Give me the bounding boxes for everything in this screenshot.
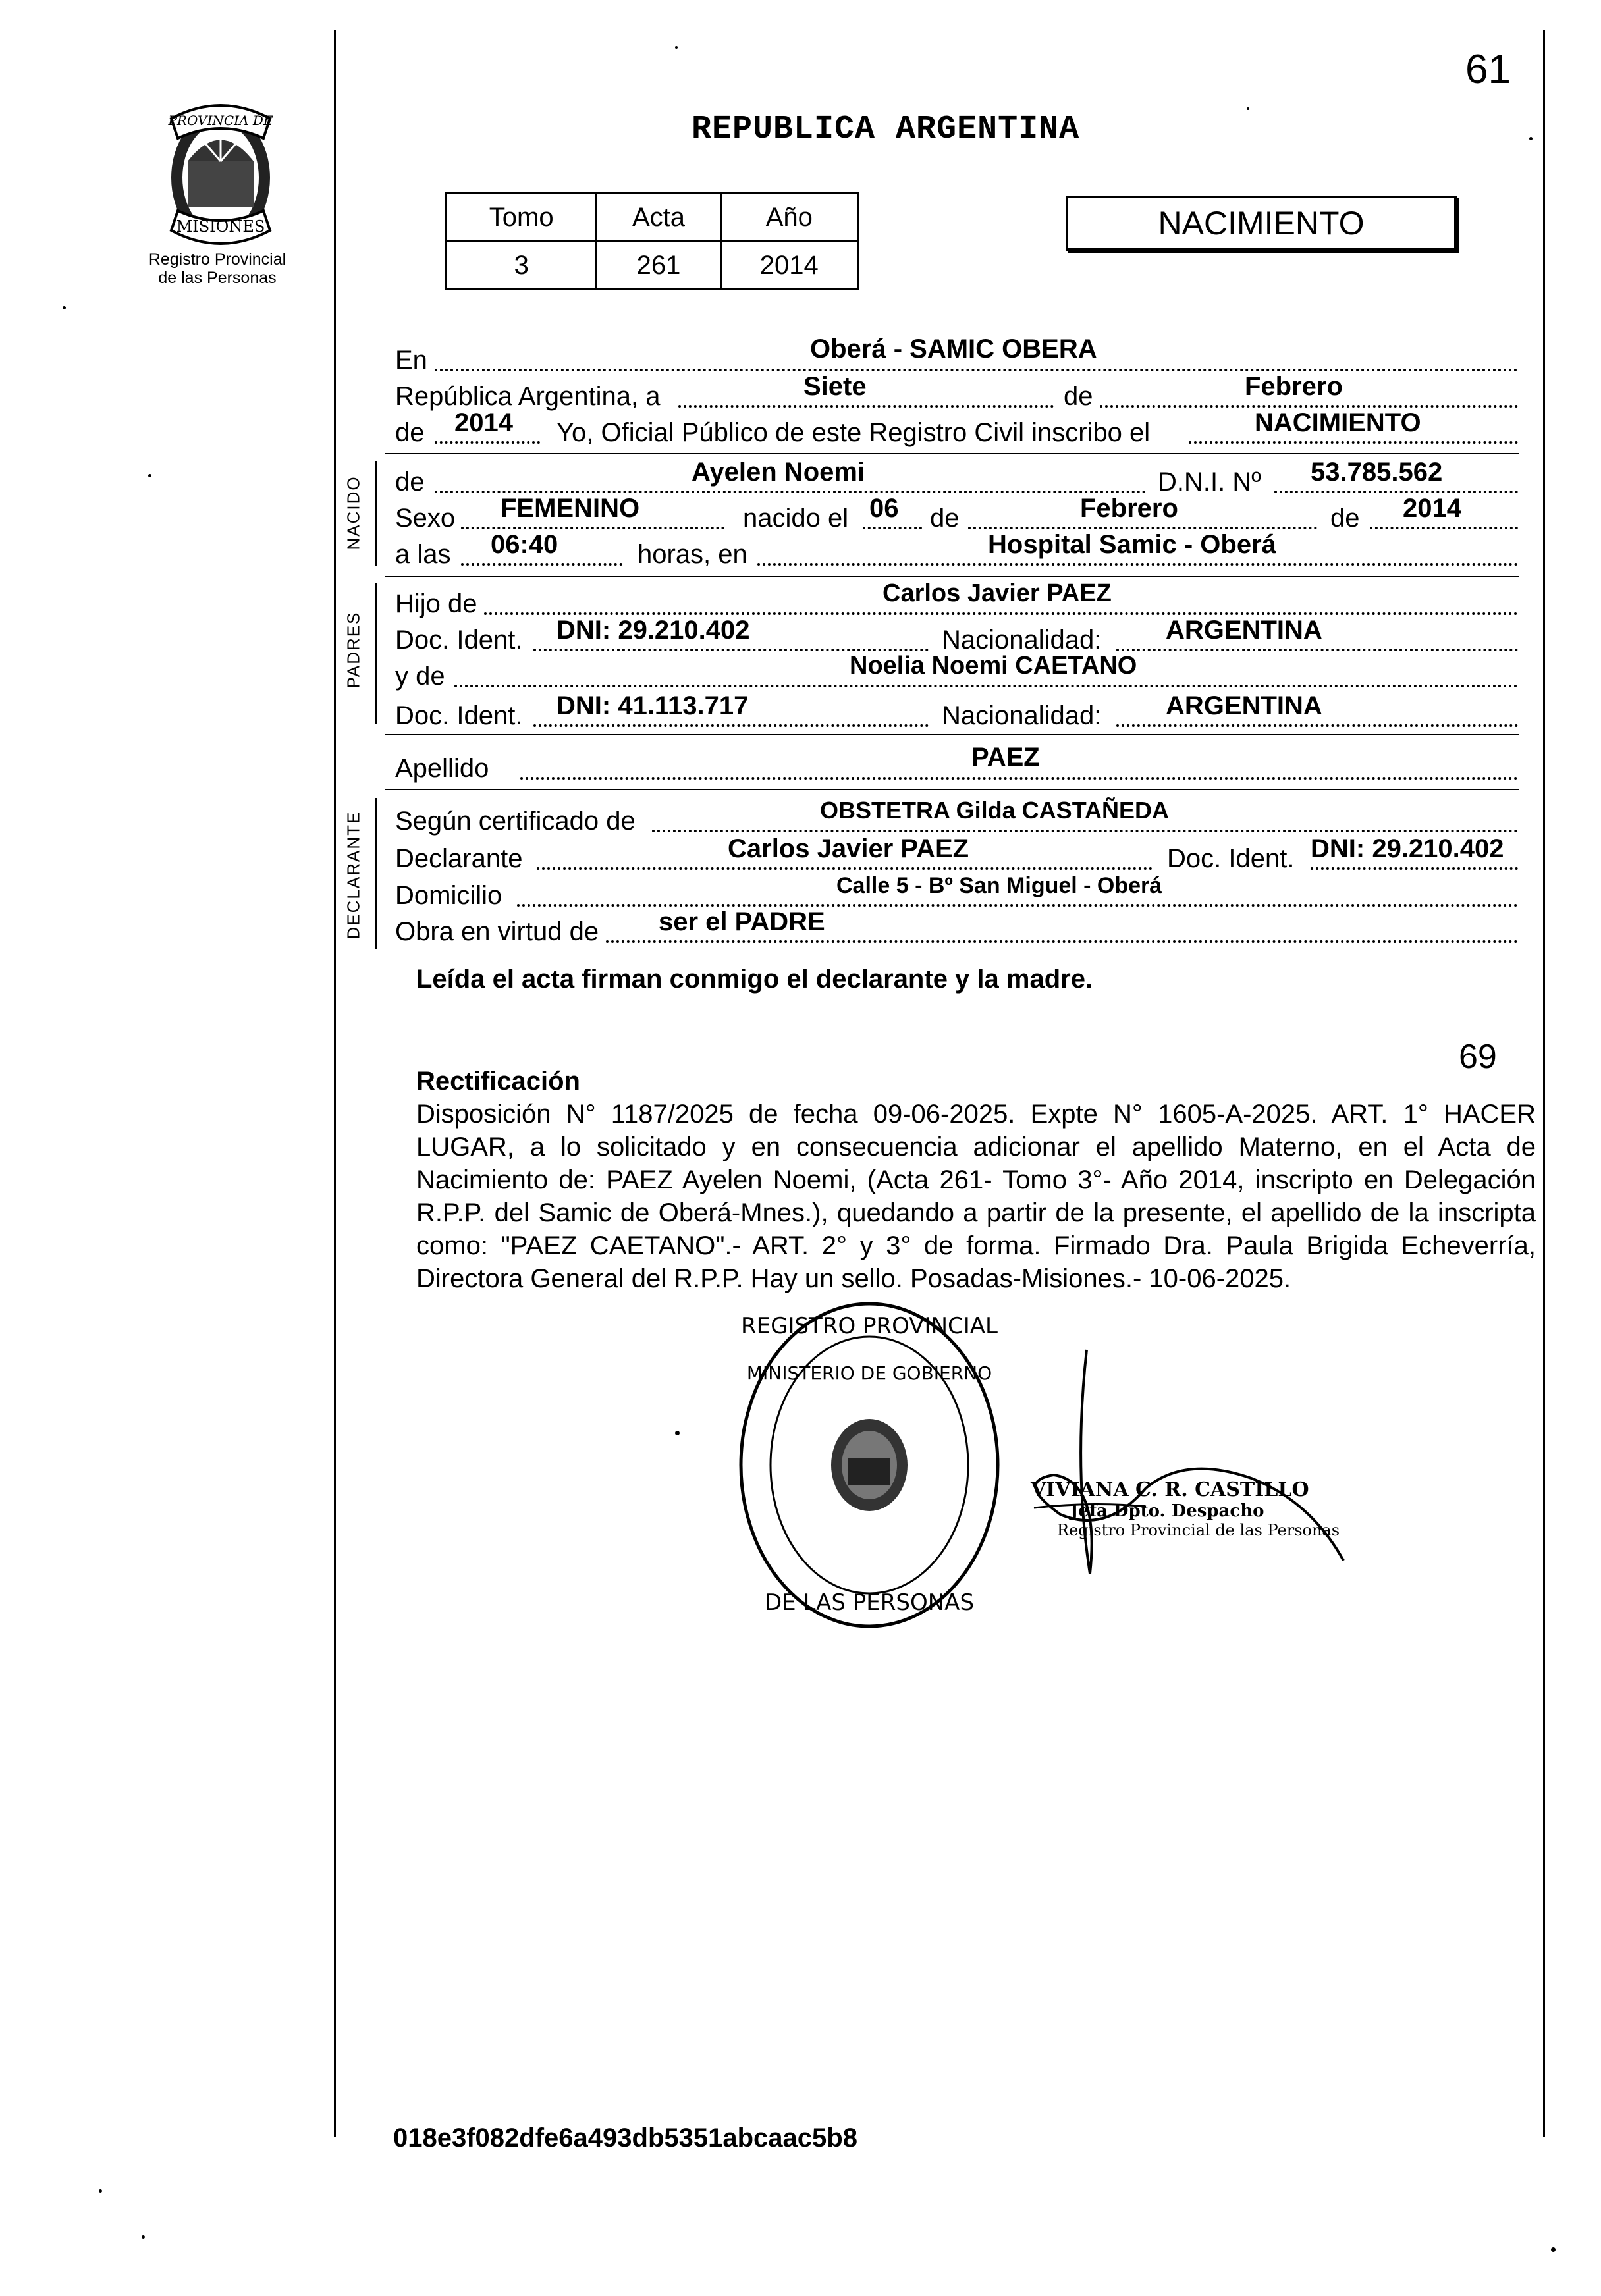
padres-label: PADRES (343, 611, 364, 689)
anio-value: 2014 (454, 408, 513, 437)
hora-value: 06:40 (491, 530, 558, 559)
sexo-dots (461, 527, 724, 529)
separator-2 (385, 576, 1519, 577)
header-acta: Acta (597, 194, 720, 242)
scan-speck (99, 2189, 102, 2193)
lugar-value: Hospital Samic - Oberá (988, 530, 1276, 559)
padre-dots (484, 612, 1518, 615)
nacido-dia-value: 06 (869, 494, 899, 523)
nacido-anio-value: 2014 (1403, 494, 1461, 523)
nacido-bracket (375, 461, 377, 566)
certificado-label: Según certificado de (395, 807, 636, 836)
anio-dots (435, 441, 540, 444)
leida-statement: Leída el acta firman conmigo el declarante y la madre. (416, 965, 1093, 994)
province-logo (145, 92, 296, 250)
nacido-el-label: nacido el (743, 504, 849, 533)
sexo-value: FEMENINO (501, 494, 640, 523)
nacido-de2-label: de (1330, 504, 1360, 533)
separator-1 (385, 453, 1519, 454)
page-number: 61 (1465, 47, 1511, 92)
yde-label: y de (395, 662, 445, 691)
domicilio-dots (517, 904, 1518, 907)
value-acta: 261 (597, 242, 720, 290)
value-anio: 2014 (720, 242, 857, 290)
padre-value: Carlos Javier PAEZ (882, 579, 1112, 607)
scan-speck (142, 2235, 145, 2239)
nombre-label: de (395, 467, 425, 496)
doc1-value: DNI: 29.210.402 (556, 616, 750, 645)
nac2-dots (1116, 724, 1518, 727)
scan-speck (675, 46, 678, 49)
apellido-label: Apellido (395, 754, 489, 783)
nac1-dots (1116, 649, 1518, 651)
inscribo-dots (1189, 441, 1518, 444)
dia-value: Siete (803, 372, 867, 401)
republica-label: República Argentina, a (395, 382, 661, 411)
declarante-value: Carlos Javier PAEZ (728, 834, 969, 863)
nacido-de-label: de (930, 504, 960, 533)
doc2-label: Doc. Ident. (395, 701, 523, 730)
madre-value: Noelia Noemi CAETANO (850, 652, 1137, 680)
madre-dots (454, 685, 1518, 687)
coat-of-arms-icon (145, 92, 296, 250)
signature-stamp (1031, 1478, 1340, 1539)
nac2-label: Nacionalidad: (942, 701, 1102, 730)
logo-caption (105, 250, 329, 287)
doc3-label: Doc. Ident. (1167, 844, 1295, 873)
scan-speck (63, 306, 66, 309)
signature-stamp-line3: Registro Provincial de las Personas (1057, 1521, 1340, 1539)
nacido-mes-value: Febrero (1080, 494, 1178, 523)
en-value: Oberá - SAMIC OBERA (810, 334, 1097, 363)
hijo-label: Hijo de (395, 589, 477, 618)
scan-speck (1551, 2247, 1556, 2252)
nacido-dia-dots (863, 527, 922, 529)
doc1-dots (533, 649, 929, 651)
hora-dots (461, 563, 622, 566)
header-tomo: Tomo (447, 194, 597, 242)
en-dots (435, 369, 1518, 371)
dni-label: D.N.I. Nº (1158, 467, 1261, 496)
yo-label: Yo, Oficial Público de este Registro Civil inscribo el (556, 418, 1151, 447)
nacido-anio-dots (1370, 527, 1518, 529)
dni-dots (1274, 491, 1518, 493)
nombre-dots (435, 491, 1146, 493)
padres-bracket (375, 583, 377, 724)
inscribo-value: NACIMIENTO (1255, 408, 1421, 437)
nac1-label: Nacionalidad: (942, 626, 1102, 654)
doc3-dots (1311, 867, 1518, 870)
dni-value: 53.785.562 (1311, 458, 1443, 487)
logo-caption-line2: de las Personas (158, 269, 277, 287)
signature-stamp-line1: VIVIANA C. R. CASTILLO (1031, 1478, 1309, 1501)
rectificacion-body: Disposición N° 1187/2025 de fecha 09-06-2025. Expte N° 1605-A-2025. ART. 1° HACER LUGAR, a lo solicitado y en consecuencia adicionar el apellido Materno, en el Acta de Nacimiento de: PAEZ Ayelen Noemi, (Acta 261- Tomo 3°- Año 2014, inscripto en Delegación R.P.P. del Samic de Oberá-Mnes.), quedando a partir de la presente, el apellido de la inscripta como: "PAEZ CAETANO".- ART. 2° y 3° de forma. Firmado Dra. Paula Brigida Echeverría, Directora General del R.P.P. Hay un sello. Posadas-Misiones.- 10-06-2025. (416, 1100, 1536, 1293)
obra-dots (606, 940, 1518, 943)
nac1-value: ARGENTINA (1166, 616, 1322, 645)
left-margin-line (334, 30, 336, 2137)
certificado-value: OBSTETRA Gilda CASTAÑEDA (820, 797, 1170, 824)
official-seal (731, 1294, 1008, 1636)
doc2-value: DNI: 41.113.717 (556, 691, 749, 720)
apellido-value: PAEZ (971, 743, 1040, 772)
declarante-label: DECLARANTE (343, 811, 364, 940)
lugar-dots (757, 563, 1518, 566)
scan-speck (1247, 107, 1249, 110)
right-margin-line (1543, 30, 1545, 2137)
svg-text:MINISTERIO DE GOBIERNO: MINISTERIO DE GOBIERNO (746, 1362, 992, 1384)
header-anio: Año (720, 194, 857, 242)
scan-speck (675, 1431, 680, 1435)
rectificacion-heading: Rectificación (416, 1067, 580, 1096)
en-label: En (395, 346, 427, 375)
doc2-dots (533, 724, 929, 727)
declarante-row-label: Declarante (395, 844, 523, 873)
document-hash: 018e3f082dfe6a493db5351abcaac5b8 (393, 2123, 857, 2152)
declarante-bracket (375, 798, 377, 949)
de2-label: de (395, 418, 425, 447)
record-type-box: NACIMIENTO (1066, 196, 1457, 251)
record-table (445, 192, 859, 290)
apellido-dots (520, 777, 1518, 780)
separator-4 (385, 789, 1519, 790)
signature-stamp-line2: Jefa Dpto. Despacho (1070, 1501, 1264, 1521)
mes-dots (1100, 405, 1518, 408)
obra-value: ser el PADRE (659, 907, 825, 936)
nac2-value: ARGENTINA (1166, 691, 1322, 720)
obra-label: Obra en virtud de (395, 917, 599, 946)
separator-3 (385, 734, 1519, 735)
certificado-dots (652, 830, 1518, 832)
mes-value: Febrero (1245, 372, 1343, 401)
domicilio-value: Calle 5 - Bº San Miguel - Oberá (836, 873, 1162, 898)
dia-dots (678, 405, 1054, 408)
document-title: REPUBLICA ARGENTINA (692, 111, 1080, 148)
horas-en-label: horas, en (638, 540, 747, 569)
alas-label: a las (395, 540, 451, 569)
nacido-mes-dots (968, 527, 1317, 529)
de-label: de (1064, 382, 1093, 411)
svg-text:PROVINCIA DE: PROVINCIA DE (168, 113, 273, 128)
svg-text:DE LAS PERSONAS: DE LAS PERSONAS (764, 1589, 975, 1616)
svg-text:REGISTRO PROVINCIAL: REGISTRO PROVINCIAL (740, 1313, 998, 1339)
page-number-secondary: 69 (1459, 1038, 1497, 1076)
domicilio-label: Domicilio (395, 881, 502, 910)
doc1-label: Doc. Ident. (395, 626, 523, 654)
doc3-value: DNI: 29.210.402 (1311, 834, 1504, 863)
scan-speck (148, 474, 151, 477)
sexo-label: Sexo (395, 504, 456, 533)
declarante-dots (537, 867, 1153, 870)
nombre-value: Ayelen Noemi (692, 458, 865, 487)
nacido-label: NACIDO (343, 475, 364, 550)
svg-text:MISIONES: MISIONES (176, 217, 265, 236)
value-tomo: 3 (447, 242, 597, 290)
logo-caption-line1: Registro Provincial (148, 250, 286, 269)
scan-speck (1529, 137, 1533, 140)
